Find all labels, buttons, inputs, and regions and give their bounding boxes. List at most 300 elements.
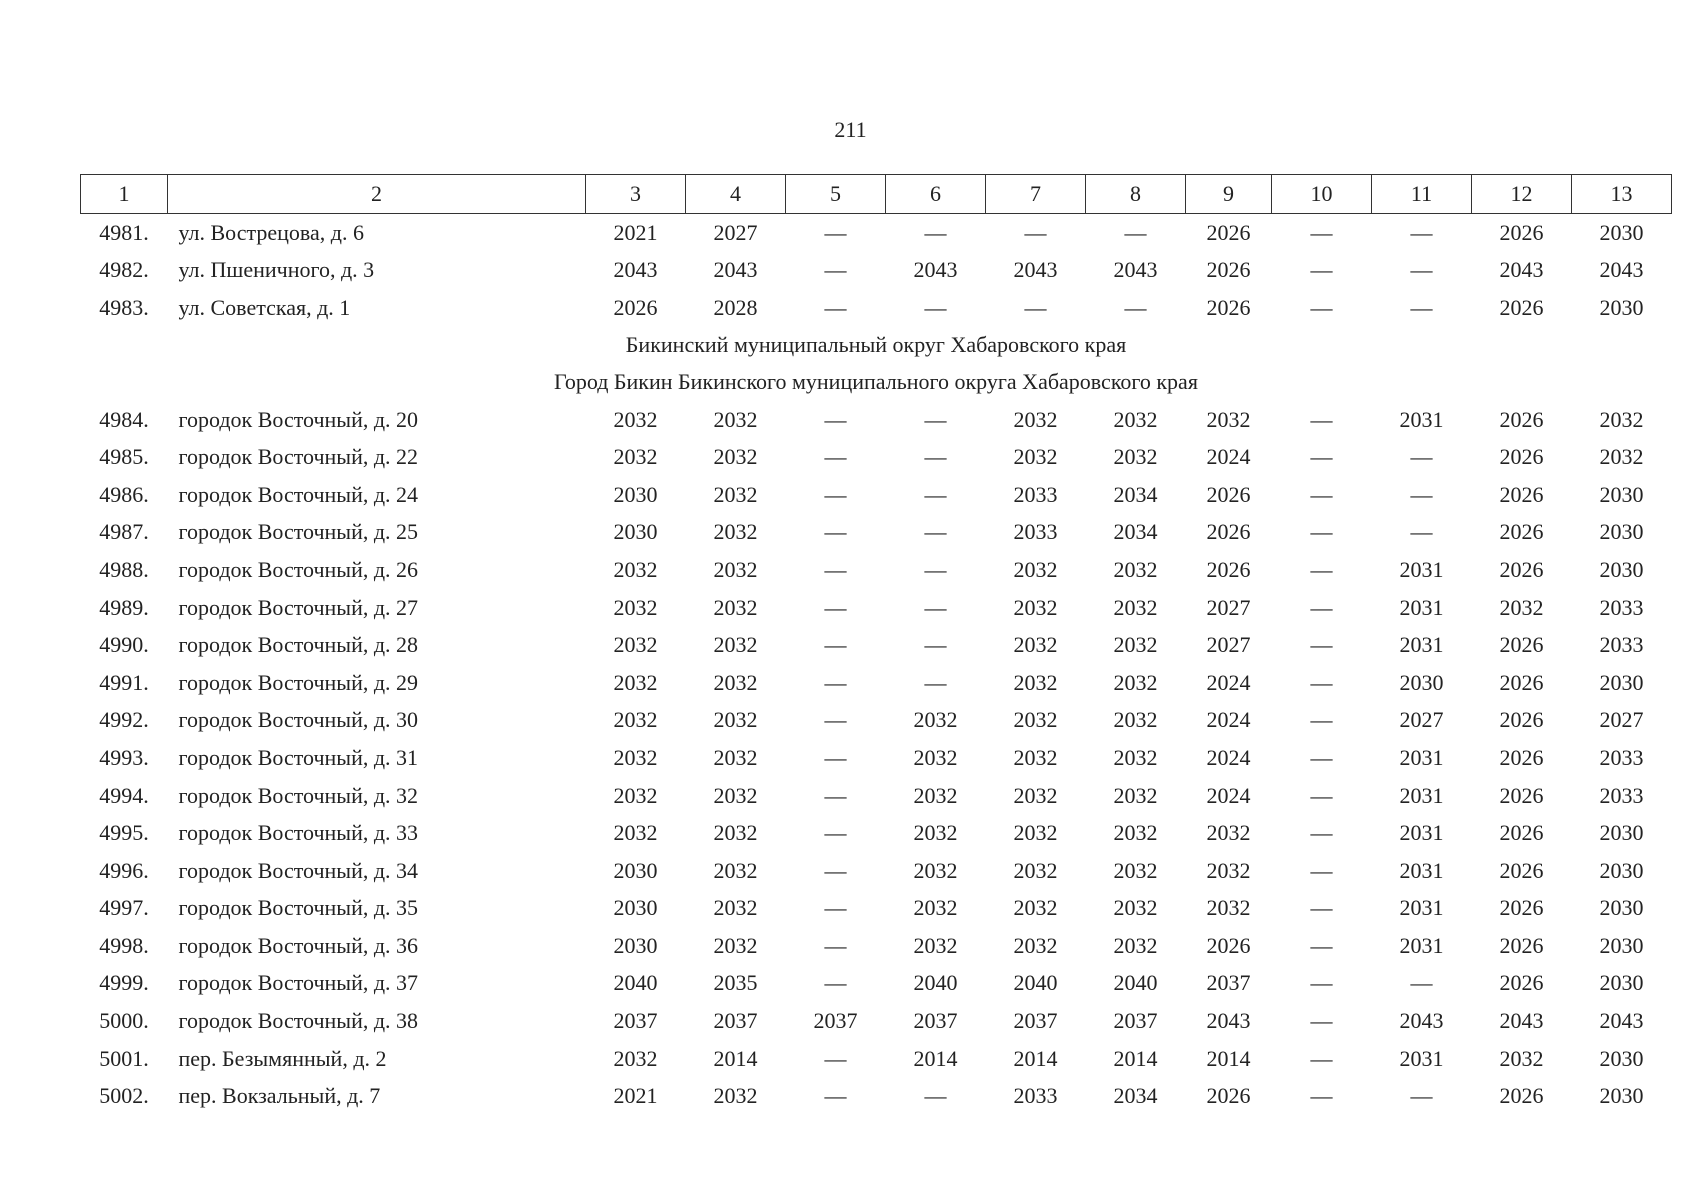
column-header: 10 xyxy=(1272,175,1372,214)
year-cell: 2026 xyxy=(1499,632,1544,658)
year-cell: 2037 xyxy=(713,1008,758,1034)
year-cell: 2026 xyxy=(613,294,658,320)
year-cell: — xyxy=(924,219,947,245)
year-cell: — xyxy=(1410,970,1433,996)
year-cell: — xyxy=(1310,1008,1333,1034)
section-heading-row xyxy=(81,327,1672,364)
year-cell: 2030 xyxy=(613,519,658,545)
year-cell: — xyxy=(824,707,847,733)
table-row xyxy=(81,401,1672,439)
year-cell: — xyxy=(924,406,947,432)
year-cell: 2037 xyxy=(613,1008,658,1034)
table-row xyxy=(81,777,1672,815)
year-cell: 2031 xyxy=(1399,782,1444,808)
year-cell: 2032 xyxy=(1013,932,1058,958)
table-row xyxy=(81,664,1672,702)
column-header: 13 xyxy=(1572,175,1672,214)
year-cell: 2032 xyxy=(1206,820,1251,846)
year-cell: 2014 xyxy=(1113,1045,1158,1071)
row-number: 5001. xyxy=(99,1045,149,1071)
row-number: 4990. xyxy=(99,632,149,658)
row-number: 4981. xyxy=(99,219,149,245)
year-cell: 2033 xyxy=(1013,481,1058,507)
column-header: 12 xyxy=(1472,175,1572,214)
year-cell: 2030 xyxy=(1599,820,1644,846)
column-header: 7 xyxy=(986,175,1086,214)
year-cell: — xyxy=(824,594,847,620)
column-header: 11 xyxy=(1372,175,1472,214)
year-cell: — xyxy=(824,406,847,432)
year-cell: 2026 xyxy=(1206,519,1251,545)
row-number: 4984. xyxy=(99,406,149,432)
address-cell: городок Восточный, д. 27 xyxy=(178,594,419,620)
year-cell: — xyxy=(1310,406,1333,432)
year-cell: 2032 xyxy=(1013,707,1058,733)
table-row xyxy=(81,626,1672,664)
year-cell: 2032 xyxy=(1113,556,1158,582)
year-cell: 2032 xyxy=(713,444,758,470)
year-cell: — xyxy=(824,820,847,846)
year-cell: 2014 xyxy=(1013,1045,1058,1071)
year-cell: 2014 xyxy=(913,1045,958,1071)
year-cell: — xyxy=(1310,782,1333,808)
year-cell: 2024 xyxy=(1206,444,1251,470)
year-cell: 2032 xyxy=(1499,1045,1544,1071)
year-cell: 2032 xyxy=(713,632,758,658)
year-cell: 2021 xyxy=(613,1083,658,1109)
year-cell: 2030 xyxy=(1599,1083,1644,1109)
year-cell: 2032 xyxy=(1113,669,1158,695)
year-cell: — xyxy=(1410,444,1433,470)
year-cell: — xyxy=(924,294,947,320)
year-cell: 2027 xyxy=(1206,594,1251,620)
year-cell: — xyxy=(1310,594,1333,620)
year-cell: 2037 xyxy=(1206,970,1251,996)
row-number: 4985. xyxy=(99,444,149,470)
year-cell: 2032 xyxy=(1013,895,1058,921)
address-cell: городок Восточный, д. 25 xyxy=(178,519,419,545)
year-cell: 2032 xyxy=(913,932,958,958)
year-cell: 2026 xyxy=(1206,294,1251,320)
year-cell: 2031 xyxy=(1399,932,1444,958)
year-cell: 2032 xyxy=(713,820,758,846)
year-cell: 2026 xyxy=(1499,857,1544,883)
year-cell: 2030 xyxy=(1399,669,1444,695)
year-cell: 2031 xyxy=(1399,556,1444,582)
row-number: 4988. xyxy=(99,556,149,582)
year-cell: 2031 xyxy=(1399,744,1444,770)
year-cell: 2032 xyxy=(1013,406,1058,432)
year-cell: 2037 xyxy=(913,1008,958,1034)
row-number: 4998. xyxy=(99,932,149,958)
address-cell: городок Восточный, д. 29 xyxy=(178,669,419,695)
year-cell: — xyxy=(824,1045,847,1071)
year-cell: 2032 xyxy=(913,895,958,921)
year-cell: 2027 xyxy=(713,219,758,245)
year-cell: — xyxy=(1310,820,1333,846)
data-table xyxy=(80,174,1672,1115)
table-row xyxy=(81,514,1672,552)
year-cell: — xyxy=(1410,1083,1433,1109)
year-cell: — xyxy=(1124,294,1147,320)
year-cell: 2032 xyxy=(1013,744,1058,770)
year-cell: 2033 xyxy=(1599,782,1644,808)
year-cell: 2032 xyxy=(713,519,758,545)
row-number: 4993. xyxy=(99,744,149,770)
year-cell: 2026 xyxy=(1499,1083,1544,1109)
year-cell: — xyxy=(1024,219,1047,245)
address-cell: ул. Пшеничного, д. 3 xyxy=(178,257,375,283)
year-cell: 2033 xyxy=(1013,1083,1058,1109)
year-cell: 2033 xyxy=(1599,632,1644,658)
year-cell: 2043 xyxy=(1599,257,1644,283)
year-cell: — xyxy=(1310,744,1333,770)
year-cell: — xyxy=(1310,556,1333,582)
year-cell: — xyxy=(1310,857,1333,883)
address-cell: городок Восточный, д. 31 xyxy=(178,744,419,770)
year-cell: 2043 xyxy=(613,257,658,283)
address-cell: городок Восточный, д. 38 xyxy=(178,1008,419,1034)
year-cell: 2030 xyxy=(1599,1045,1644,1071)
address-cell: ул. Советская, д. 1 xyxy=(178,294,351,320)
year-cell: — xyxy=(824,219,847,245)
year-cell: 2040 xyxy=(613,970,658,996)
column-header: 1 xyxy=(81,175,168,214)
year-cell: 2033 xyxy=(1599,594,1644,620)
year-cell: 2030 xyxy=(613,895,658,921)
year-cell: 2032 xyxy=(713,669,758,695)
year-cell: 2027 xyxy=(1206,632,1251,658)
year-cell: 2032 xyxy=(1113,406,1158,432)
row-number: 4996. xyxy=(99,857,149,883)
year-cell: 2032 xyxy=(1013,632,1058,658)
year-cell: 2035 xyxy=(713,970,758,996)
year-cell: 2032 xyxy=(1013,669,1058,695)
year-cell: 2032 xyxy=(913,707,958,733)
year-cell: 2031 xyxy=(1399,820,1444,846)
table-row xyxy=(81,702,1672,740)
year-cell: — xyxy=(824,556,847,582)
year-cell: 2043 xyxy=(1113,257,1158,283)
address-cell: ул. Вострецова, д. 6 xyxy=(178,219,364,245)
year-cell: 2032 xyxy=(1599,406,1644,432)
year-cell: — xyxy=(1310,707,1333,733)
year-cell: 2032 xyxy=(1113,782,1158,808)
year-cell: 2026 xyxy=(1499,820,1544,846)
year-cell: — xyxy=(824,669,847,695)
year-cell: 2024 xyxy=(1206,669,1251,695)
year-cell: 2032 xyxy=(1113,594,1158,620)
year-cell: 2026 xyxy=(1206,481,1251,507)
year-cell: — xyxy=(1310,481,1333,507)
year-cell: 2032 xyxy=(713,932,758,958)
year-cell: — xyxy=(1310,519,1333,545)
year-cell: 2026 xyxy=(1499,294,1544,320)
row-number: 4997. xyxy=(99,895,149,921)
year-cell: — xyxy=(824,782,847,808)
year-cell: 2032 xyxy=(613,406,658,432)
address-cell: городок Восточный, д. 30 xyxy=(178,707,419,733)
year-cell: 2026 xyxy=(1499,669,1544,695)
table-row xyxy=(81,551,1672,589)
year-cell: 2031 xyxy=(1399,1045,1444,1071)
year-cell: 2024 xyxy=(1206,782,1251,808)
year-cell: 2032 xyxy=(913,820,958,846)
year-cell: 2032 xyxy=(1499,594,1544,620)
year-cell: 2030 xyxy=(1599,481,1644,507)
year-cell: 2032 xyxy=(1206,857,1251,883)
year-cell: — xyxy=(924,632,947,658)
year-cell: 2026 xyxy=(1206,1083,1251,1109)
year-cell: — xyxy=(824,970,847,996)
year-cell: 2031 xyxy=(1399,594,1444,620)
year-cell: 2037 xyxy=(1013,1008,1058,1034)
year-cell: 2030 xyxy=(1599,669,1644,695)
year-cell: 2030 xyxy=(1599,519,1644,545)
year-cell: 2026 xyxy=(1499,406,1544,432)
year-cell: 2032 xyxy=(913,744,958,770)
year-cell: 2030 xyxy=(613,932,658,958)
year-cell: 2026 xyxy=(1206,932,1251,958)
year-cell: 2026 xyxy=(1206,219,1251,245)
year-cell: — xyxy=(824,744,847,770)
year-cell: 2026 xyxy=(1499,782,1544,808)
year-cell: — xyxy=(1124,219,1147,245)
address-cell: пер. Безымянный, д. 2 xyxy=(178,1045,387,1071)
header-row xyxy=(81,175,1672,214)
year-cell: 2030 xyxy=(1599,556,1644,582)
year-cell: 2032 xyxy=(1113,444,1158,470)
year-cell: 2043 xyxy=(1399,1008,1444,1034)
year-cell: 2032 xyxy=(1113,744,1158,770)
year-cell: 2032 xyxy=(713,744,758,770)
year-cell: — xyxy=(824,857,847,883)
address-cell: городок Восточный, д. 35 xyxy=(178,895,419,921)
year-cell: — xyxy=(824,932,847,958)
year-cell: — xyxy=(1310,444,1333,470)
year-cell: — xyxy=(824,257,847,283)
year-cell: 2032 xyxy=(1113,932,1158,958)
row-number: 4992. xyxy=(99,707,149,733)
year-cell: 2031 xyxy=(1399,857,1444,883)
year-cell: 2043 xyxy=(1206,1008,1251,1034)
year-cell: — xyxy=(1310,932,1333,958)
year-cell: 2030 xyxy=(613,481,658,507)
year-cell: 2032 xyxy=(713,782,758,808)
year-cell: 2031 xyxy=(1399,632,1444,658)
year-cell: 2032 xyxy=(1113,820,1158,846)
column-header: 2 xyxy=(168,175,586,214)
year-cell: — xyxy=(1410,519,1433,545)
row-number: 4989. xyxy=(99,594,149,620)
year-cell: — xyxy=(1310,1045,1333,1071)
year-cell: 2026 xyxy=(1499,481,1544,507)
year-cell: 2032 xyxy=(913,782,958,808)
table-row xyxy=(81,1040,1672,1078)
year-cell: — xyxy=(1410,294,1433,320)
table-row xyxy=(81,965,1672,1003)
year-cell: 2024 xyxy=(1206,744,1251,770)
year-cell: 2026 xyxy=(1499,219,1544,245)
year-cell: 2026 xyxy=(1499,707,1544,733)
year-cell: 2043 xyxy=(1013,257,1058,283)
year-cell: 2032 xyxy=(1013,857,1058,883)
address-cell: городок Восточный, д. 28 xyxy=(178,632,419,658)
address-cell: пер. Вокзальный, д. 7 xyxy=(178,1083,381,1109)
address-cell: городок Восточный, д. 36 xyxy=(178,932,419,958)
year-cell: 2037 xyxy=(813,1008,858,1034)
row-number: 4982. xyxy=(99,257,149,283)
year-cell: 2032 xyxy=(613,556,658,582)
column-header: 9 xyxy=(1186,175,1272,214)
row-number: 4986. xyxy=(99,481,149,507)
table-body xyxy=(81,214,1672,1116)
year-cell: 2032 xyxy=(1206,895,1251,921)
section-heading: Бикинский муниципальный округ Хабаровского края xyxy=(625,332,1127,358)
year-cell: 2032 xyxy=(1599,444,1644,470)
year-cell: 2032 xyxy=(1013,782,1058,808)
table-row xyxy=(81,1077,1672,1115)
year-cell: 2031 xyxy=(1399,406,1444,432)
table-row xyxy=(81,289,1672,327)
year-cell: 2032 xyxy=(1113,895,1158,921)
year-cell: 2034 xyxy=(1113,519,1158,545)
year-cell: — xyxy=(824,632,847,658)
column-header: 8 xyxy=(1086,175,1186,214)
address-cell: городок Восточный, д. 20 xyxy=(178,406,419,432)
year-cell: 2032 xyxy=(613,1045,658,1071)
year-cell: 2043 xyxy=(1599,1008,1644,1034)
year-cell: — xyxy=(824,519,847,545)
address-cell: городок Восточный, д. 33 xyxy=(178,820,419,846)
row-number: 4999. xyxy=(99,970,149,996)
year-cell: — xyxy=(824,481,847,507)
table-row xyxy=(81,814,1672,852)
year-cell: — xyxy=(924,594,947,620)
year-cell: 2040 xyxy=(1113,970,1158,996)
year-cell: — xyxy=(924,556,947,582)
year-cell: 2030 xyxy=(1599,857,1644,883)
table-row xyxy=(81,739,1672,777)
year-cell: 2043 xyxy=(1499,1008,1544,1034)
year-cell: 2033 xyxy=(1599,744,1644,770)
row-number: 4987. xyxy=(99,519,149,545)
year-cell: — xyxy=(924,669,947,695)
year-cell: — xyxy=(1310,895,1333,921)
table-row xyxy=(81,252,1672,290)
year-cell: — xyxy=(1310,669,1333,695)
year-cell: 2026 xyxy=(1499,744,1544,770)
year-cell: — xyxy=(924,1083,947,1109)
year-cell: 2030 xyxy=(1599,294,1644,320)
address-cell: городок Восточный, д. 26 xyxy=(178,556,419,582)
table-row xyxy=(81,890,1672,928)
section-heading-row xyxy=(81,364,1672,401)
year-cell: 2032 xyxy=(1113,857,1158,883)
address-cell: городок Восточный, д. 37 xyxy=(178,970,419,996)
year-cell: 2030 xyxy=(1599,219,1644,245)
year-cell: 2032 xyxy=(713,481,758,507)
year-cell: 2032 xyxy=(713,895,758,921)
year-cell: — xyxy=(1410,481,1433,507)
address-cell: городок Восточный, д. 32 xyxy=(178,782,419,808)
year-cell: — xyxy=(1410,219,1433,245)
year-cell: 2021 xyxy=(613,219,658,245)
year-cell: — xyxy=(924,444,947,470)
column-header: 3 xyxy=(586,175,686,214)
year-cell: 2032 xyxy=(713,1083,758,1109)
year-cell: — xyxy=(924,519,947,545)
year-cell: 2032 xyxy=(1013,820,1058,846)
column-header: 6 xyxy=(886,175,986,214)
year-cell: — xyxy=(824,294,847,320)
year-cell: — xyxy=(1410,257,1433,283)
year-cell: 2032 xyxy=(613,444,658,470)
year-cell: 2026 xyxy=(1206,556,1251,582)
year-cell: 2030 xyxy=(613,857,658,883)
year-cell: 2037 xyxy=(1113,1008,1158,1034)
row-number: 4994. xyxy=(99,782,149,808)
year-cell: 2026 xyxy=(1206,257,1251,283)
column-header: 4 xyxy=(686,175,786,214)
year-cell: — xyxy=(1310,1083,1333,1109)
year-cell: 2030 xyxy=(1599,895,1644,921)
row-number: 4995. xyxy=(99,820,149,846)
year-cell: — xyxy=(1310,632,1333,658)
year-cell: 2032 xyxy=(1113,707,1158,733)
year-cell: — xyxy=(824,444,847,470)
year-cell: — xyxy=(1024,294,1047,320)
year-cell: 2032 xyxy=(613,632,658,658)
address-cell: городок Восточный, д. 34 xyxy=(178,857,419,883)
year-cell: — xyxy=(1310,257,1333,283)
year-cell: 2031 xyxy=(1399,895,1444,921)
row-number: 5000. xyxy=(99,1008,149,1034)
year-cell: 2032 xyxy=(913,857,958,883)
year-cell: 2030 xyxy=(1599,932,1644,958)
year-cell: 2043 xyxy=(713,257,758,283)
year-cell: 2026 xyxy=(1499,444,1544,470)
year-cell: 2032 xyxy=(713,556,758,582)
year-cell: — xyxy=(924,481,947,507)
year-cell: 2014 xyxy=(713,1045,758,1071)
table-row xyxy=(81,476,1672,514)
year-cell: 2032 xyxy=(713,857,758,883)
address-cell: городок Восточный, д. 24 xyxy=(178,481,419,507)
table-row xyxy=(81,589,1672,627)
table-row xyxy=(81,1002,1672,1040)
year-cell: — xyxy=(824,895,847,921)
row-number: 4991. xyxy=(99,669,149,695)
year-cell: 2028 xyxy=(713,294,758,320)
year-cell: 2032 xyxy=(613,594,658,620)
section-heading: Город Бикин Бикинского муниципального округа Хабаровского края xyxy=(554,369,1198,395)
year-cell: 2032 xyxy=(713,594,758,620)
year-cell: 2030 xyxy=(1599,970,1644,996)
year-cell: 2032 xyxy=(613,669,658,695)
year-cell: — xyxy=(824,1083,847,1109)
year-cell: 2043 xyxy=(1499,257,1544,283)
year-cell: 2026 xyxy=(1499,895,1544,921)
year-cell: — xyxy=(1310,219,1333,245)
year-cell: — xyxy=(1310,294,1333,320)
year-cell: 2027 xyxy=(1599,707,1644,733)
table-row xyxy=(81,927,1672,965)
table-row xyxy=(81,438,1672,476)
page-number: 211 xyxy=(834,117,867,142)
year-cell: 2014 xyxy=(1206,1045,1251,1071)
table-row xyxy=(81,214,1672,252)
